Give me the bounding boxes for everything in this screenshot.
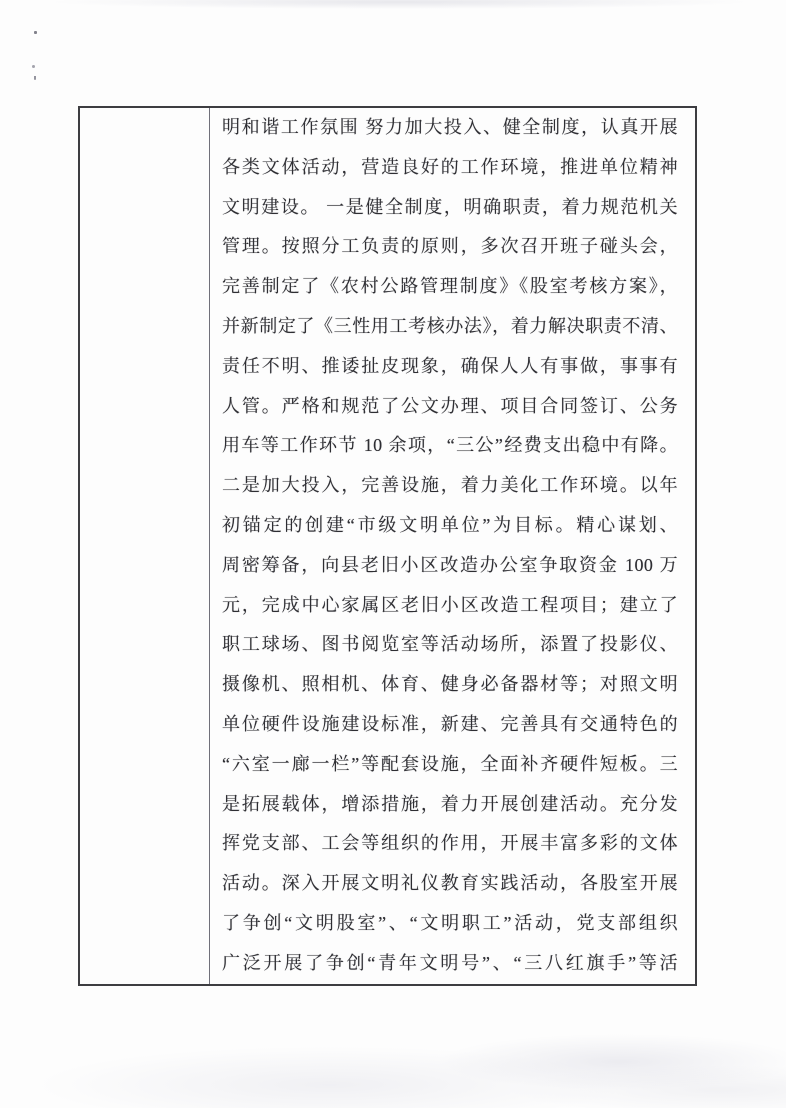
table-content-cell (210, 108, 695, 984)
text-line: 是拓展载体，增添措施，着力开展创建活动。充分发 (222, 793, 678, 814)
scan-speck (34, 31, 37, 34)
text-line: 活动。深入开展文明礼仪教育实践活动，各股室开展 (222, 873, 678, 894)
text-line: 责任不明、推诿扯皮现象，确保人人有事做，事事有 (222, 355, 678, 376)
text-line: 二是加大投入，完善设施，着力美化工作环境。以年 (222, 475, 678, 496)
text-line: 明和谐工作氛围 努力加大投入、健全制度，认真开展 (222, 117, 678, 137)
text-line: 摄像机、照相机、体育、健身必备器材等；对照文明 (222, 674, 678, 695)
scan-speck (34, 76, 36, 80)
text-line: 用车等工作环节 10 余项，“三公”经费支出稳中有降。 (222, 435, 678, 456)
text-line: 广泛开展了争创“青年文明号”、“三八红旗手”等活 (222, 952, 678, 973)
text-line: 单位硬件设施建设标准，新建、完善具有交通特色的 (222, 713, 678, 734)
text-line: 完善制定了《农村公路管理制度》《股室考核方案》， (222, 276, 678, 297)
table-label-cell (80, 108, 210, 984)
text-line: 周密筹备，向县老旧小区改造办公室争取资金 100 万 (222, 554, 678, 575)
text-line: 管理。按照分工负责的原则，多次召开班子碰头会， (222, 236, 678, 257)
text-line: 初锚定的创建“市级文明单位”为目标。精心谋划、 (222, 514, 678, 535)
text-line: 挥党支部、工会等组织的作用，开展丰富多彩的文体 (222, 833, 678, 854)
text-line: 职工球场、图书阅览室等活动场所，添置了投影仪、 (222, 634, 678, 655)
text-line: “六室一廊一栏”等配套设施，全面补齐硬件短板。三 (222, 753, 678, 774)
text-line: 人管。严格和规范了公文办理、项目合同签订、公务 (222, 395, 678, 416)
text-line: 了争创“文明股室”、“文明职工”活动，党支部组织 (222, 912, 678, 933)
scan-speck (32, 65, 35, 68)
text-line: 文明建设。 一是健全制度，明确职责，着力规范机关 (222, 196, 678, 217)
report-table (78, 106, 697, 986)
text-line: 并新制定了《三性用工考核办法》，着力解决职责不清、 (222, 315, 678, 336)
text-line: 元，完成中心家属区老旧小区改造工程项目；建立了 (222, 594, 678, 615)
text-line: 各类文体活动，营造良好的工作环境，推进单位精神 (222, 156, 678, 177)
